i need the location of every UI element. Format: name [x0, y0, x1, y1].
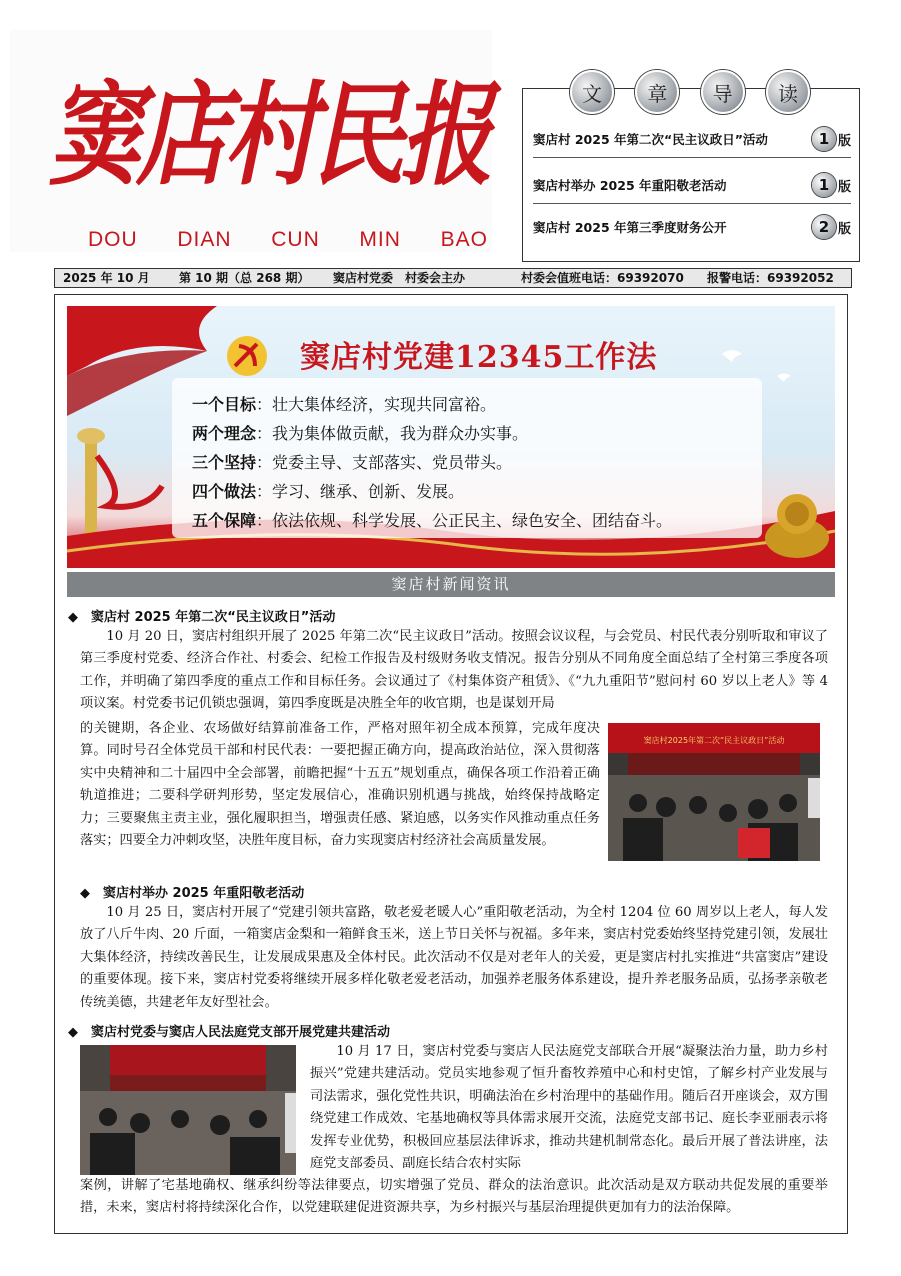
guide-title-char: 读: [766, 70, 810, 114]
banner-line-label: 四个做法: [192, 482, 257, 501]
page-number-badge: 1: [812, 127, 836, 151]
pinyin-4: MIN: [359, 228, 401, 251]
page-number-badge: 2: [812, 215, 836, 239]
article-3-paragraph-2: 案例，讲解了宅基地确权、继承纠纷等法律要点，切实增强了党员、群众的法治意识。此次活动是双方联动共促发展的重要举措，未来，窦店村将持续深化合作，以党建联建促进资源共享，为乡村振兴与基层治理提供更加有力的法治保障。: [80, 1178, 828, 1216]
article-3-paragraph-1: 10 月 17 日，窦店村党委与窦店人民法庭党支部联合开展“凝聚法治力量，助力乡村振兴”党建共建活动。党员实地参观了恒升畜牧养殖中心和村史馆，了解乡村产业发展与司法需求，强化党性共识，明确法治在乡村治理中的基础作用。随后召开座谈会，双方围绕党建工作成效、宅基地确权等具体需求展开交流，法庭党支部书记、庭长李亚丽表示将发挥专业优势，积极回应基层法律诉求，推动共建机制常态化。最后开展了普法讲座，法庭党支部委员、副庭长结合农村实际: [310, 1044, 828, 1172]
issue-info-bar: [54, 268, 852, 288]
dove-icon: [722, 350, 742, 362]
masthead-title-logo: [48, 62, 503, 201]
banner-line-1: [192, 392, 496, 415]
guide-item-page: [812, 127, 851, 151]
page-suffix: 版: [837, 133, 851, 149]
banner-line-5: [192, 508, 672, 531]
pinyin-3: CUN: [271, 228, 320, 251]
pinyin-2: DIAN: [177, 228, 232, 251]
guide-title: [570, 70, 810, 114]
banner-line-label: 五个保障: [192, 511, 257, 530]
banner-line-text: ：学习、继承、创新、发展。: [256, 482, 465, 501]
issue-date: 2025 年 10 月: [63, 271, 150, 285]
guide-item-text: 窦店村举办 2025 年重阳敬老活动: [533, 178, 727, 193]
duty-phone: 村委会值班电话：69392070: [521, 271, 684, 285]
article-2-heading[interactable]: ◆ 窦店村举办 2025 年重阳敬老活动: [80, 886, 305, 901]
guide-title-char: 章: [635, 70, 679, 114]
guide-item-3[interactable]: [533, 215, 851, 245]
article-guide-box: [522, 88, 860, 262]
pinyin-1: DOU: [88, 228, 138, 251]
banner-title: 窦店村党建12345工作法: [300, 340, 658, 375]
masthead-title-text: 窦店村民报: [48, 70, 503, 201]
article-2-paragraph: 10 月 25 日，窦店村开展了“党建引领共富路，敬老爱老暖人心”重阳敬老活动，为全村 1204 位 60 周岁以上老人，每人发放了八斤牛肉、20 斤面，一箱窦店金梨和一箱鲜食玉米，送上节日关怀与祝福。多年来，窦店村党委始终坚持党建引领，发展壮大集体经济，持续改善民生，让发展成果惠及全体村民。此次活动不仅是对老年人的关爱，更是窦店村扎实推进“共富窦店”建设的重要体现。接下来，窦店村党委将继续开展多样化敬老爱老活动，加强养老服务体系建设，提升养老服务品质，弘扬孝亲敬老传统美德，共建老年友好型社会。: [80, 905, 828, 1010]
page-suffix: 版: [837, 179, 851, 195]
banner-line-label: 三个坚持: [192, 453, 257, 472]
guide-item-2[interactable]: [533, 173, 851, 204]
page-number-badge: 1: [812, 173, 836, 197]
issue-number: 第 10 期（总 268 期）: [179, 271, 310, 285]
guide-title-char: 导: [701, 70, 745, 114]
banner-line-label: 一个目标: [192, 395, 257, 414]
page-suffix: 版: [837, 221, 851, 237]
photo-banner-caption: 窦店村2025年第二次“民主议政日”活动: [643, 736, 785, 745]
banner-line-3: [192, 450, 512, 473]
issue-sponsor: 窦店村党委 村委会主办: [333, 271, 466, 285]
article-1-paragraph-2: 的关键期，各企业、农场做好结算前准备工作，严格对照年初全成本预算，完成年度决算。同时号召全体党员干部和村民代表：一要把握正确方向，提高政治站位，深入贯彻落实中央精神和二十届四中全会部署，前瞻把握“十五五”规划重点，确保各项工作沿着正确轨道推进；二要科学研判形势，坚定发展信心，准确识别机遇与挑战，始终保持战略定力；三要聚焦主责主业，强化履职担当，增强责任感、紧迫感，以务实作风推动重点任务落实；四要全力冲刺攻坚，决胜年度目标，奋力实现窦店村经济社会高质量发展。: [80, 721, 600, 849]
pinyin-5: BAO: [440, 228, 488, 251]
guide-item-page: [812, 173, 851, 197]
article-1-heading[interactable]: ◆ 窦店村 2025 年第二次“民主议政日”活动: [68, 610, 336, 625]
alarm-phone: 报警电话：69392052: [707, 271, 834, 285]
guide-item-page: [812, 215, 851, 239]
guide-title-char: 文: [570, 70, 614, 114]
banner-line-text: ：壮大集体经济，实现共同富裕。: [256, 395, 497, 414]
masthead-pinyin: [88, 228, 488, 252]
guide-item-text: 窦店村 2025 年第二次“民主议政日”活动: [533, 132, 768, 147]
guide-item-1[interactable]: [533, 127, 851, 158]
article-1-paragraph-1: 10 月 20 日，窦店村组织开展了 2025 年第二次“民主议政日”活动。按照会议议程，与会党员、村民代表分别听取和审议了第三季度村党委、经济合作社、村委会、纪检工作报告及村级财务收支情况。报告分别从不同角度全面总结了全村第三季度各项工作，并明确了第四季度的重点工作和目标任务。会议通过了《村集体资产租赁》、《“九九重阳节”慰问村 60 岁以上老人》等 4 项议案。村党委书记仉锁忠强调，第四季度既是决胜全年的收官期，也是谋划开局: [80, 629, 828, 712]
banner-line-2: [192, 421, 528, 444]
banner-line-4: [192, 479, 464, 502]
banner-line-text: ：我为集体做贡献，我为群众办实事。: [256, 424, 529, 443]
article-3-heading[interactable]: ◆ 窦店村党委与窦店人民法庭党支部开展党建共建活动: [68, 1025, 390, 1040]
party-emblem-icon: [227, 336, 267, 376]
banner-line-label: 两个理念: [192, 424, 257, 443]
banner-line-text: ：党委主导、支部落实、党员带头。: [256, 453, 513, 472]
banner-line-text: ：依法依规、科学发展、公正民主、绿色安全、团结奋斗。: [256, 511, 673, 530]
meeting-photo: [608, 723, 820, 861]
dove-icon: [777, 374, 791, 383]
guide-item-text: 窦店村 2025 年第三季度财务公开: [533, 220, 727, 235]
section-header-news: 窦店村新闻资讯: [67, 572, 835, 597]
golden-lion-statue: [765, 494, 829, 558]
seminar-photo: [80, 1045, 296, 1175]
